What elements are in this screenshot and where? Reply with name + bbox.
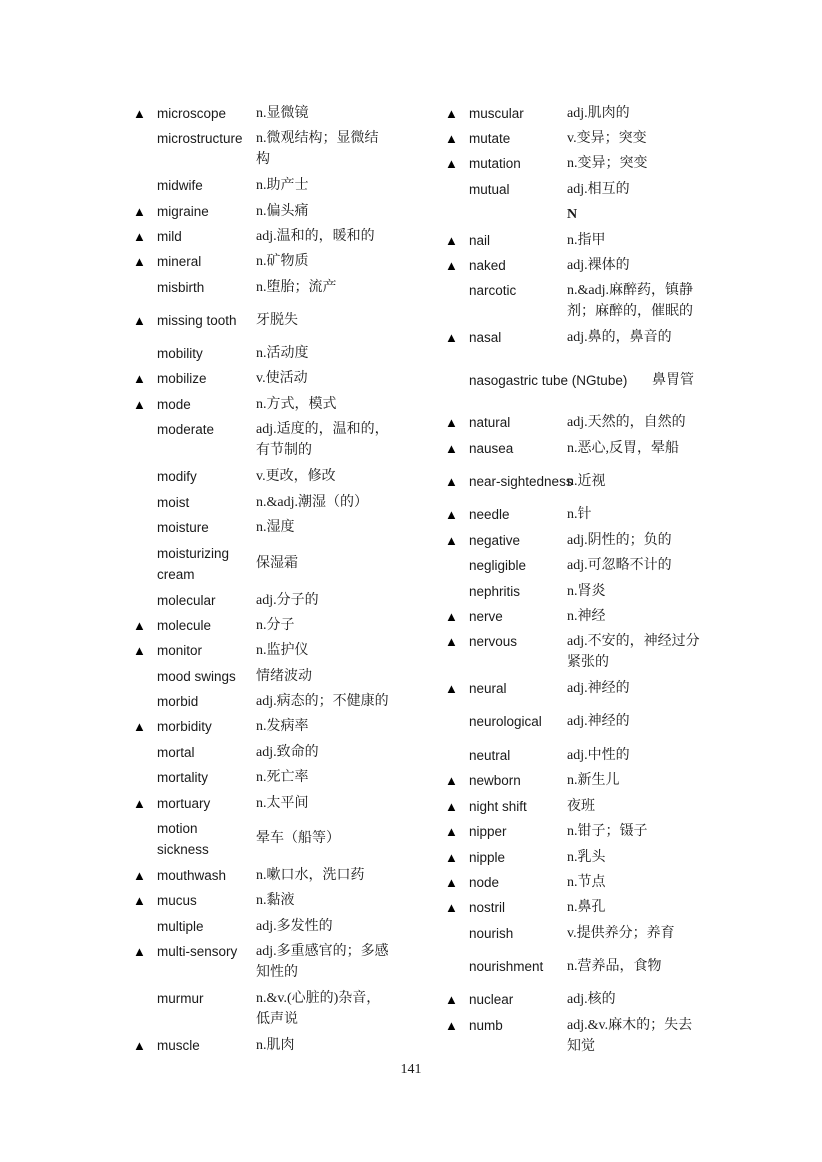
triangle-icon: ▲ bbox=[445, 330, 458, 345]
triangle-icon: ▲ bbox=[445, 533, 458, 548]
triangle-icon: ▲ bbox=[445, 1018, 458, 1033]
entry-word: nephritis bbox=[469, 584, 521, 599]
triangle-icon: ▲ bbox=[133, 893, 146, 908]
entry-definition: 晕车（船等） bbox=[256, 831, 340, 846]
entry-definition: n.近视 bbox=[567, 474, 606, 489]
entry-word: mortuary bbox=[157, 796, 211, 811]
entry-word: nipple bbox=[469, 850, 506, 865]
entry-word: needle bbox=[469, 507, 510, 522]
entry-word: missing tooth bbox=[157, 313, 237, 328]
entry-definition: n.新生儿 bbox=[567, 773, 620, 788]
entry-definition: adj.鼻的，鼻音的 bbox=[567, 330, 672, 345]
entry-word: muscle bbox=[157, 1038, 200, 1053]
entry-definition: adj.裸体的 bbox=[567, 258, 630, 273]
section-heading: N bbox=[567, 207, 578, 222]
entry-definition: n.黏液 bbox=[256, 893, 295, 908]
entry-definition: n.方式，模式 bbox=[256, 397, 337, 412]
entry-definition: n.钳子；镊子 bbox=[567, 824, 648, 839]
triangle-icon: ▲ bbox=[445, 507, 458, 522]
entry-definition: v.变异；突变 bbox=[567, 131, 647, 146]
entry-word: natural bbox=[469, 415, 511, 430]
entry-definition: n.变异；突变 bbox=[567, 156, 648, 171]
entry-word: migraine bbox=[157, 204, 209, 219]
entry-word: microscope bbox=[157, 106, 227, 121]
entry-word: neural bbox=[469, 681, 507, 696]
entry-word: mild bbox=[157, 229, 182, 244]
triangle-icon: ▲ bbox=[133, 371, 146, 386]
entry-definition: n.恶心,反胃，晕船 bbox=[567, 441, 679, 456]
entry-definition: n.微观结构；显微结构 bbox=[256, 131, 379, 167]
entry-definition: 保湿霜 bbox=[256, 556, 298, 571]
entry-definition: n.针 bbox=[567, 507, 592, 522]
entry-definition: n.死亡率 bbox=[256, 770, 309, 785]
entry-word: naked bbox=[469, 258, 506, 273]
entry-word: nourishment bbox=[469, 959, 544, 974]
entry-definition: n.助产士 bbox=[256, 178, 309, 193]
entry-word: multiple bbox=[157, 919, 204, 934]
triangle-icon: ▲ bbox=[133, 796, 146, 811]
entry-definition: n.矿物质 bbox=[256, 254, 309, 269]
entry-definition: n.营养品，食物 bbox=[567, 959, 662, 974]
entry-definition: n.发病率 bbox=[256, 719, 309, 734]
entry-word: mood swings bbox=[157, 669, 236, 684]
entry-definition: n.偏头痛 bbox=[256, 204, 309, 219]
entry-definition: adj.&v.麻木的；失去知觉 bbox=[567, 1018, 693, 1054]
entry-word: morbidity bbox=[157, 719, 212, 734]
entry-word: neutral bbox=[469, 748, 511, 763]
entry-definition: n.&v.(心脏的)杂音，低声说 bbox=[256, 991, 381, 1027]
entry-word: misbirth bbox=[157, 280, 205, 295]
entry-word: moisture bbox=[157, 520, 209, 535]
entry-word: mode bbox=[157, 397, 191, 412]
entry-definition: n.嗽口水，洗口药 bbox=[256, 868, 365, 883]
entry-definition: adj.阴性的；负的 bbox=[567, 533, 672, 548]
entry-definition: 鼻胃管 bbox=[652, 373, 694, 388]
entry-definition: adj.核的 bbox=[567, 992, 616, 1007]
triangle-icon: ▲ bbox=[445, 156, 458, 171]
triangle-icon: ▲ bbox=[445, 992, 458, 1007]
entry-definition: n.堕胎；流产 bbox=[256, 280, 337, 295]
triangle-icon: ▲ bbox=[445, 106, 458, 121]
entry-definition: adj.天然的，自然的 bbox=[567, 415, 686, 430]
entry-word: moderate bbox=[157, 422, 215, 437]
entry-word: molecule bbox=[157, 618, 212, 633]
entry-word: murmur bbox=[157, 991, 204, 1006]
triangle-icon: ▲ bbox=[445, 609, 458, 624]
entry-word: monitor bbox=[157, 643, 203, 658]
entry-word: nasal bbox=[469, 330, 502, 345]
entry-word: mortality bbox=[157, 770, 209, 785]
entry-word: mutual bbox=[469, 182, 510, 197]
entry-definition: n.活动度 bbox=[256, 346, 309, 361]
triangle-icon: ▲ bbox=[445, 415, 458, 430]
triangle-icon: ▲ bbox=[445, 900, 458, 915]
entry-word: modify bbox=[157, 469, 197, 484]
entry-definition: adj.可忽略不计的 bbox=[567, 558, 672, 573]
entry-definition: n.太平间 bbox=[256, 796, 309, 811]
entry-word: night shift bbox=[469, 799, 527, 814]
entry-word: nail bbox=[469, 233, 491, 248]
entry-definition: n.分子 bbox=[256, 618, 295, 633]
entry-word: newborn bbox=[469, 773, 521, 788]
triangle-icon: ▲ bbox=[133, 106, 146, 121]
triangle-icon: ▲ bbox=[133, 254, 146, 269]
entry-word: mobilize bbox=[157, 371, 207, 386]
entry-word: near-sightedness bbox=[469, 474, 573, 489]
entry-word: nostril bbox=[469, 900, 506, 915]
triangle-icon: ▲ bbox=[133, 204, 146, 219]
entry-word: nasogastric tube (NGtube) bbox=[469, 373, 628, 388]
entry-word: nuclear bbox=[469, 992, 514, 1007]
triangle-icon: ▲ bbox=[133, 1038, 146, 1053]
page-number: 141 bbox=[400, 1062, 422, 1077]
entry-definition: v.使活动 bbox=[256, 371, 308, 386]
entry-word: midwife bbox=[157, 178, 203, 193]
triangle-icon: ▲ bbox=[445, 773, 458, 788]
entry-definition: n.神经 bbox=[567, 609, 606, 624]
entry-word: nourish bbox=[469, 926, 514, 941]
entry-word: negligible bbox=[469, 558, 527, 573]
entry-definition: n.肾炎 bbox=[567, 584, 606, 599]
triangle-icon: ▲ bbox=[445, 441, 458, 456]
entry-definition: adj.致命的 bbox=[256, 745, 319, 760]
entry-word: microstructure bbox=[157, 131, 243, 146]
triangle-icon: ▲ bbox=[445, 875, 458, 890]
entry-definition: n.节点 bbox=[567, 875, 606, 890]
triangle-icon: ▲ bbox=[445, 131, 458, 146]
entry-word: nerve bbox=[469, 609, 503, 624]
entry-definition: adj.多重感官的；多感知性的 bbox=[256, 944, 389, 980]
entry-word: muscular bbox=[469, 106, 524, 121]
entry-definition: n.&adj.麻醉药，镇静剂；麻醉的，催眠的 bbox=[567, 283, 693, 319]
entry-definition: n.&adj.潮湿（的） bbox=[256, 495, 368, 510]
entry-definition: adj.神经的 bbox=[567, 681, 630, 696]
entry-word: nausea bbox=[469, 441, 514, 456]
entry-word: moisturizing cream bbox=[157, 546, 230, 582]
entry-definition: 牙脱失 bbox=[256, 313, 298, 328]
entry-definition: adj.适度的，温和的，有节制的 bbox=[256, 422, 389, 458]
triangle-icon: ▲ bbox=[445, 258, 458, 273]
entry-word: mortal bbox=[157, 745, 195, 760]
entry-definition: 情绪波动 bbox=[256, 669, 312, 684]
entry-definition: adj.病态的；不健康的 bbox=[256, 694, 389, 709]
entry-definition: v.更改，修改 bbox=[256, 469, 336, 484]
triangle-icon: ▲ bbox=[445, 634, 458, 649]
triangle-icon: ▲ bbox=[133, 229, 146, 244]
entry-word: narcotic bbox=[469, 283, 517, 298]
triangle-icon: ▲ bbox=[445, 824, 458, 839]
entry-word: mineral bbox=[157, 254, 202, 269]
entry-word: negative bbox=[469, 533, 521, 548]
entry-word: node bbox=[469, 875, 500, 890]
entry-definition: adj.温和的，暖和的 bbox=[256, 229, 375, 244]
triangle-icon: ▲ bbox=[133, 719, 146, 734]
entry-word: nervous bbox=[469, 634, 518, 649]
entry-definition: 夜班 bbox=[567, 799, 595, 814]
entry-word: mutation bbox=[469, 156, 521, 171]
entry-definition: adj.神经的 bbox=[567, 714, 630, 729]
entry-word: morbid bbox=[157, 694, 199, 709]
entry-definition: adj.分子的 bbox=[256, 593, 319, 608]
entry-word: nipper bbox=[469, 824, 507, 839]
triangle-icon: ▲ bbox=[445, 474, 458, 489]
entry-word: multi-sensory bbox=[157, 944, 238, 959]
entry-definition: n.乳头 bbox=[567, 850, 606, 865]
triangle-icon: ▲ bbox=[133, 643, 146, 658]
entry-word: moist bbox=[157, 495, 190, 510]
entry-definition: v.提供养分；养育 bbox=[567, 926, 675, 941]
entry-definition: adj.相互的 bbox=[567, 182, 630, 197]
entry-word: mobility bbox=[157, 346, 203, 361]
entry-word: numb bbox=[469, 1018, 503, 1033]
entry-definition: n.指甲 bbox=[567, 233, 606, 248]
entry-word: motion sickness bbox=[157, 821, 209, 857]
entry-definition: n.监护仪 bbox=[256, 643, 309, 658]
entry-definition: n.显微镜 bbox=[256, 106, 309, 121]
entry-definition: n.肌肉 bbox=[256, 1038, 295, 1053]
triangle-icon: ▲ bbox=[133, 397, 146, 412]
triangle-icon: ▲ bbox=[133, 313, 146, 328]
triangle-icon: ▲ bbox=[445, 799, 458, 814]
entry-definition: n.鼻孔 bbox=[567, 900, 606, 915]
entry-definition: adj.不安的，神经过分紧张的 bbox=[567, 634, 700, 670]
entry-definition: adj.中性的 bbox=[567, 748, 630, 763]
entry-word: mutate bbox=[469, 131, 511, 146]
triangle-icon: ▲ bbox=[445, 850, 458, 865]
triangle-icon: ▲ bbox=[445, 233, 458, 248]
entry-definition: adj.多发性的 bbox=[256, 919, 333, 934]
triangle-icon: ▲ bbox=[133, 868, 146, 883]
entry-word: mucus bbox=[157, 893, 197, 908]
entry-word: molecular bbox=[157, 593, 216, 608]
triangle-icon: ▲ bbox=[133, 618, 146, 633]
entry-word: mouthwash bbox=[157, 868, 227, 883]
triangle-icon: ▲ bbox=[133, 944, 146, 959]
entry-word: neurological bbox=[469, 714, 542, 729]
entry-definition: adj.肌肉的 bbox=[567, 106, 630, 121]
triangle-icon: ▲ bbox=[445, 681, 458, 696]
entry-definition: n.湿度 bbox=[256, 520, 295, 535]
